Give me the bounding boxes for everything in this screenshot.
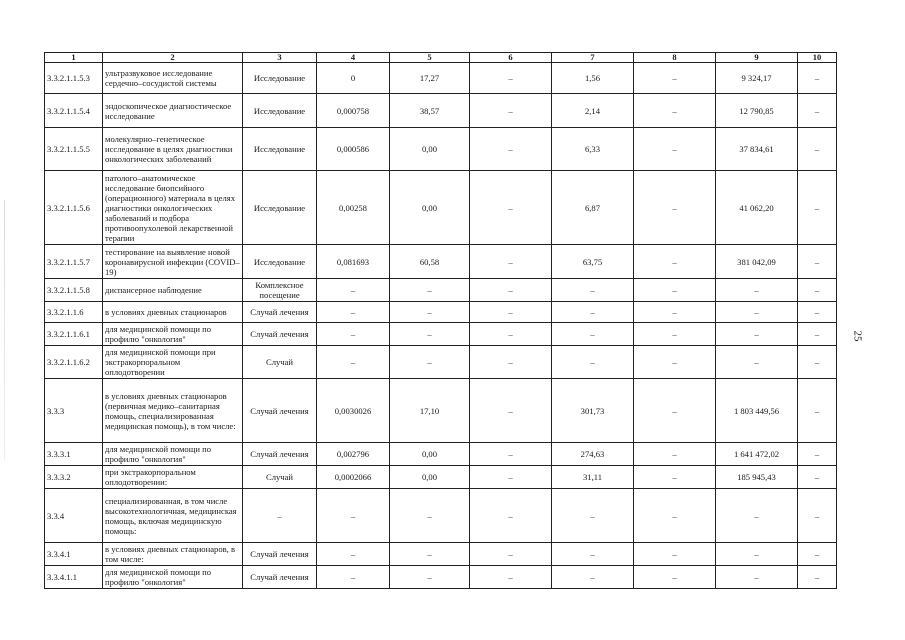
row-col5: –	[390, 279, 470, 302]
row-col8: –	[634, 379, 716, 443]
table-row	[45, 245, 837, 279]
table-row	[45, 94, 837, 128]
table-row	[45, 302, 837, 323]
row-name: тестирование на выявление новой коронавирусной инфекции (COVID–19)	[103, 245, 243, 279]
document-sheet	[44, 52, 836, 589]
row-col10: –	[798, 566, 837, 589]
row-col10: –	[798, 543, 837, 566]
row-col4: 0,0002066	[317, 466, 390, 489]
row-col6: –	[470, 346, 552, 379]
row-col6: –	[470, 566, 552, 589]
row-code: 3.3.2.1.1.5.5	[45, 128, 103, 171]
row-name: специализированная, в том числе высокотехнологичная, медицинская помощь, включая медицинскую помощь:	[103, 489, 243, 543]
row-name: ультразвуковое исследование сердечно–сосудистой системы	[103, 63, 243, 94]
col-header-3: 3	[243, 53, 317, 63]
row-col4: –	[317, 279, 390, 302]
row-code: 3.3.2.1.1.5.3	[45, 63, 103, 94]
row-col10: –	[798, 379, 837, 443]
col-header-2: 2	[103, 53, 243, 63]
row-name: для медицинской помощи по профилю "онкология"	[103, 566, 243, 589]
row-code: 3.3.2.1.1.6	[45, 302, 103, 323]
row-name: для медицинской помощи по профилю "онкология"	[103, 443, 243, 466]
row-code: 3.3.2.1.1.6.1	[45, 323, 103, 346]
row-col6: –	[470, 302, 552, 323]
row-name: для медицинской помощи по профилю "онкология"	[103, 323, 243, 346]
row-col5: –	[390, 346, 470, 379]
table-row	[45, 128, 837, 171]
row-unit: Случай	[243, 466, 317, 489]
row-col4: 0,002796	[317, 443, 390, 466]
row-col5: –	[390, 302, 470, 323]
table-row	[45, 543, 837, 566]
row-name: патолого–анатомическое исследование биопсийного (операционного) материала в целях диагностики онкологических заболеваний и подбора противоопухолевой лекарственной терапии	[103, 171, 243, 245]
row-col5: 0,00	[390, 128, 470, 171]
table-row	[45, 171, 837, 245]
row-unit: Исследование	[243, 63, 317, 94]
row-col10: –	[798, 346, 837, 379]
row-col6: –	[470, 94, 552, 128]
row-unit: Комплексное посещение	[243, 279, 317, 302]
row-code: 3.3.2.1.1.5.4	[45, 94, 103, 128]
col-header-10: 10	[798, 53, 837, 63]
page-number: 25	[851, 330, 864, 342]
col-header-5: 5	[390, 53, 470, 63]
row-col4: –	[317, 302, 390, 323]
row-col7: 63,75	[552, 245, 634, 279]
table-row	[45, 443, 837, 466]
row-col7: –	[552, 566, 634, 589]
row-col7: –	[552, 346, 634, 379]
row-col6: –	[470, 245, 552, 279]
col-header-6: 6	[470, 53, 552, 63]
row-name: в условиях дневных стационаров	[103, 302, 243, 323]
table-row	[45, 279, 837, 302]
table-row	[45, 379, 837, 443]
row-unit: Исследование	[243, 128, 317, 171]
row-col7: –	[552, 323, 634, 346]
row-col10: –	[798, 245, 837, 279]
row-code: 3.3.2.1.1.5.6	[45, 171, 103, 245]
col-header-4: 4	[317, 53, 390, 63]
table-row	[45, 323, 837, 346]
row-col8: –	[634, 346, 716, 379]
row-unit: Исследование	[243, 245, 317, 279]
row-col9: –	[716, 323, 798, 346]
row-col6: –	[470, 128, 552, 171]
row-col7: –	[552, 543, 634, 566]
row-unit: Случай	[243, 346, 317, 379]
row-col8: –	[634, 302, 716, 323]
row-col5: –	[390, 543, 470, 566]
row-col7: –	[552, 279, 634, 302]
col-header-1: 1	[45, 53, 103, 63]
row-col9: –	[716, 302, 798, 323]
row-code: 3.3.2.1.1.6.2	[45, 346, 103, 379]
row-code: 3.3.4.1	[45, 543, 103, 566]
row-col5: 0,00	[390, 443, 470, 466]
row-col5: –	[390, 566, 470, 589]
row-col10: –	[798, 94, 837, 128]
row-col7: 6,87	[552, 171, 634, 245]
row-col8: –	[634, 171, 716, 245]
row-col6: –	[470, 543, 552, 566]
table-row	[45, 63, 837, 94]
row-name: диспансерное наблюдение	[103, 279, 243, 302]
row-col8: –	[634, 245, 716, 279]
row-col9: –	[716, 279, 798, 302]
table-row	[45, 489, 837, 543]
column-number-row	[45, 53, 837, 63]
row-unit: Случай лечения	[243, 302, 317, 323]
row-col4: –	[317, 323, 390, 346]
row-code: 3.3.3.1	[45, 443, 103, 466]
row-col8: –	[634, 323, 716, 346]
row-col8: –	[634, 466, 716, 489]
row-code: 3.3.3.2	[45, 466, 103, 489]
row-col5: 17,27	[390, 63, 470, 94]
col-header-8: 8	[634, 53, 716, 63]
row-col7: 2,14	[552, 94, 634, 128]
row-col9: –	[716, 566, 798, 589]
row-col8: –	[634, 94, 716, 128]
row-col6: –	[470, 489, 552, 543]
row-col4: 0,000758	[317, 94, 390, 128]
row-code: 3.3.2.1.1.5.8	[45, 279, 103, 302]
row-col8: –	[634, 566, 716, 589]
row-unit: Случай лечения	[243, 379, 317, 443]
col-header-7: 7	[552, 53, 634, 63]
row-col4: 0	[317, 63, 390, 94]
row-col4: –	[317, 346, 390, 379]
row-col5: 38,57	[390, 94, 470, 128]
row-col9: –	[716, 543, 798, 566]
row-col9: 37 834,61	[716, 128, 798, 171]
row-col9: 9 324,17	[716, 63, 798, 94]
row-unit: Исследование	[243, 94, 317, 128]
row-col8: –	[634, 128, 716, 171]
row-unit: Случай лечения	[243, 566, 317, 589]
row-col10: –	[798, 302, 837, 323]
row-col7: 1,56	[552, 63, 634, 94]
row-name: в условиях дневных стационаров, в том числе:	[103, 543, 243, 566]
row-col9: 1 641 472,02	[716, 443, 798, 466]
row-col5: 0,00	[390, 171, 470, 245]
row-col8: –	[634, 543, 716, 566]
row-code: 3.3.4	[45, 489, 103, 543]
row-name: для медицинской помощи при экстракорпоральном оплодотворении	[103, 346, 243, 379]
table-row	[45, 566, 837, 589]
row-col9: 381 042,09	[716, 245, 798, 279]
row-col8: –	[634, 489, 716, 543]
row-col9: 41 062,20	[716, 171, 798, 245]
row-col10: –	[798, 443, 837, 466]
row-col5: 17,10	[390, 379, 470, 443]
row-unit: Случай лечения	[243, 543, 317, 566]
row-col10: –	[798, 128, 837, 171]
row-col9: 185 945,43	[716, 466, 798, 489]
table-row	[45, 346, 837, 379]
row-unit: Случай лечения	[243, 323, 317, 346]
row-col7: 274,63	[552, 443, 634, 466]
row-unit: Случай лечения	[243, 443, 317, 466]
row-name: молекулярно–генетическое исследование в целях диагностики онкологических заболеваний	[103, 128, 243, 171]
row-col8: –	[634, 63, 716, 94]
row-col4: 0,00258	[317, 171, 390, 245]
row-col10: –	[798, 323, 837, 346]
row-code: 3.3.4.1.1	[45, 566, 103, 589]
scan-margin-mark	[4, 200, 5, 460]
row-col6: –	[470, 63, 552, 94]
row-col5: –	[390, 489, 470, 543]
row-name: при экстракорпоральном оплодотворении:	[103, 466, 243, 489]
row-col6: –	[470, 379, 552, 443]
row-col5: 0,00	[390, 466, 470, 489]
row-col9: –	[716, 346, 798, 379]
row-col10: –	[798, 489, 837, 543]
row-col7: 6,33	[552, 128, 634, 171]
row-col7: 301,73	[552, 379, 634, 443]
row-name: эндоскопическое диагностическое исследование	[103, 94, 243, 128]
row-col9: 1 803 449,56	[716, 379, 798, 443]
row-col6: –	[470, 443, 552, 466]
row-col10: –	[798, 171, 837, 245]
row-col6: –	[470, 171, 552, 245]
row-col5: –	[390, 323, 470, 346]
row-code: 3.3.2.1.1.5.7	[45, 245, 103, 279]
financing-table	[44, 52, 837, 589]
row-unit: –	[243, 489, 317, 543]
table-row	[45, 466, 837, 489]
row-col6: –	[470, 323, 552, 346]
row-col9: –	[716, 489, 798, 543]
row-col4: –	[317, 543, 390, 566]
row-col6: –	[470, 279, 552, 302]
row-col5: 60,58	[390, 245, 470, 279]
row-col8: –	[634, 279, 716, 302]
row-col4: 0,081693	[317, 245, 390, 279]
row-col4: –	[317, 566, 390, 589]
row-col7: 31,11	[552, 466, 634, 489]
row-code: 3.3.3	[45, 379, 103, 443]
row-col8: –	[634, 443, 716, 466]
col-header-9: 9	[716, 53, 798, 63]
row-col4: 0,000586	[317, 128, 390, 171]
row-col4: –	[317, 489, 390, 543]
row-col9: 12 790,85	[716, 94, 798, 128]
row-col4: 0,0030026	[317, 379, 390, 443]
row-col6: –	[470, 466, 552, 489]
row-unit: Исследование	[243, 171, 317, 245]
row-name: в условиях дневных стационаров (первичная медико–санитарная помощь, специализированная медицинская помощь), в том числе:	[103, 379, 243, 443]
row-col7: –	[552, 302, 634, 323]
row-col7: –	[552, 489, 634, 543]
row-col10: –	[798, 63, 837, 94]
row-col10: –	[798, 466, 837, 489]
row-col10: –	[798, 279, 837, 302]
